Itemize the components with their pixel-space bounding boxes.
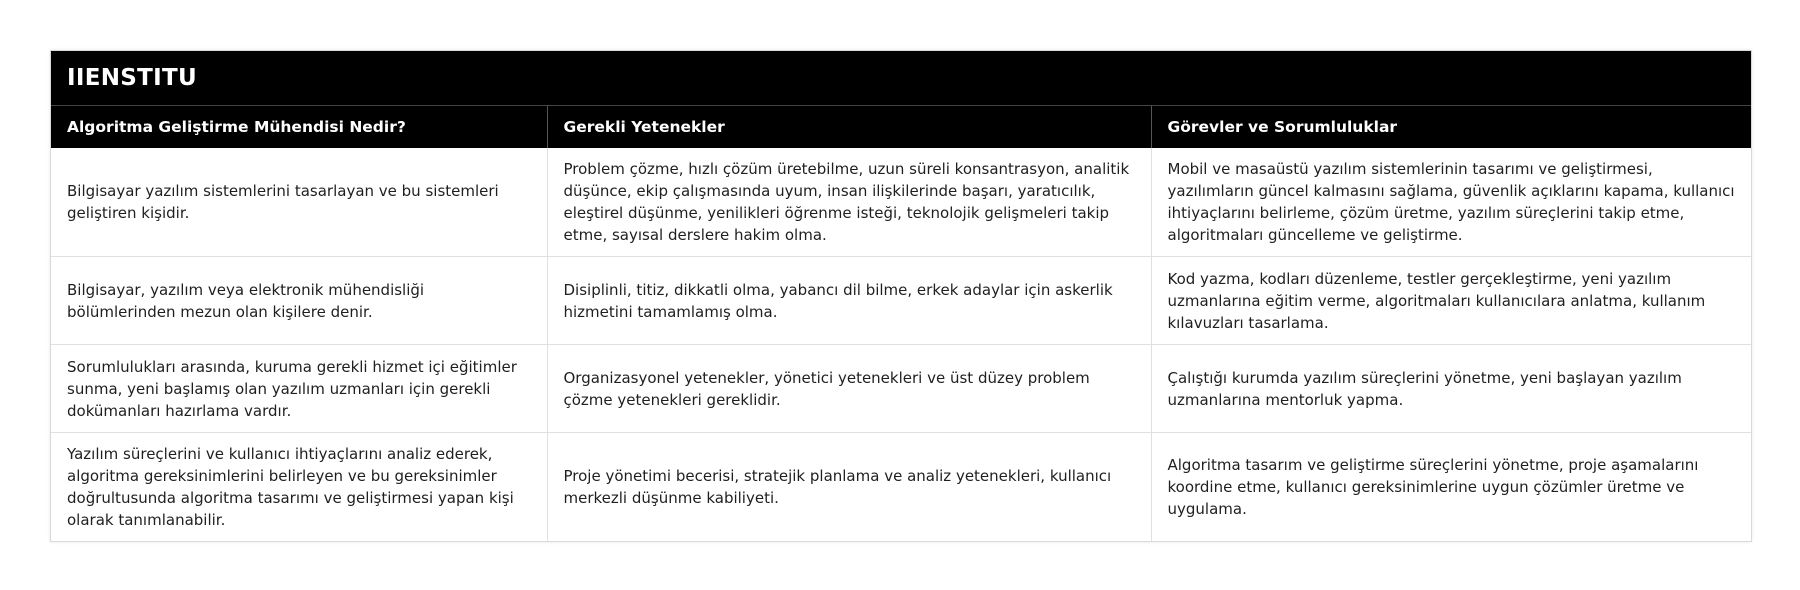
column-header-definition: Algoritma Geliştirme Mühendisi Nedir? [51,106,547,148]
table-cell-skills: Proje yönetimi becerisi, stratejik planlama ve analiz yetenekleri, kullanıcı merkezli düşünme kabiliyeti. [547,433,1151,542]
table-cell-duties: Çalıştığı kurumda yazılım süreçlerini yönetme, yeni başlayan yazılım uzmanlarına mentorluk yapma. [1151,345,1751,433]
table-cell-skills: Organizasyonel yetenekler, yönetici yetenekleri ve üst düzey problem çözme yetenekleri gereklidir. [547,345,1151,433]
table-cell-duties: Kod yazma, kodları düzenleme, testler gerçekleştirme, yeni yazılım uzmanlarına eğitim verme, algoritmaları kullanıcılara anlatma, kullanım kılavuzları tasarlama. [1151,257,1751,345]
table-row [51,345,1751,433]
info-table-card [50,50,1752,542]
table-cell-skills: Disiplinli, titiz, dikkatli olma, yabancı dil bilme, erkek adaylar için askerlik hizmetini tamamlamış olma. [547,257,1151,345]
table-cell-duties: Mobil ve masaüstü yazılım sistemlerinin tasarımı ve geliştirmesi, yazılımların güncel kalmasını sağlama, güvenlik açıklarını kapama, kullanıcı ihtiyaçlarını belirleme, çözüm üretme, yazılım süreçlerini takip etme, algoritmaları güncelleme ve geliştirme. [1151,148,1751,257]
column-header-duties: Görevler ve Sorumluluklar [1151,106,1751,148]
table-row [51,433,1751,542]
table-cell-duties: Algoritma tasarım ve geliştirme süreçlerini yönetme, proje aşamalarını koordine etme, kullanıcı gereksinimlerine uygun çözümler üretme ve uygulama. [1167,456,1699,518]
column-header-skills: Gerekli Yetenekler [547,106,1151,148]
table-row [51,257,1751,345]
table-header-row [51,106,1751,148]
table-cell-definition: Bilgisayar, yazılım veya elektronik mühendisliği bölümlerinden mezun olan kişilere denir. [51,257,547,345]
table-cell-skills: Problem çözme, hızlı çözüm üretebilme, uzun süreli konsantrasyon, analitik düşünce, ekip çalışmasında uyum, insan ilişkilerinde başarı, yaratıcılık, eleştirel düşünme, yenilikleri öğrenme isteği, teknolojik gelişmeleri takip etme, sayısal derslere hakim olma. [547,148,1151,257]
table-cell-definition: Yazılım süreçlerini ve kullanıcı ihtiyaçlarını analiz ederek, algoritma gereksinimlerini belirleyen ve bu gereksinimler doğrultusunda algoritma tasarımı ve geliştirmesi yapan kişi olarak tanımlanabilir. [51,433,547,542]
table-row [51,148,1751,257]
brand-title: IIENSTITU [51,51,1751,106]
table-cell-definition: Bilgisayar yazılım sistemlerini tasarlayan ve bu sistemleri geliştiren kişidir. [51,148,547,257]
info-table [51,106,1751,541]
table-cell-definition: Sorumlulukları arasında, kuruma gerekli hizmet içi eğitimler sunma, yeni başlamış olan yazılım uzmanları için gerekli dokümanları hazırlama vardır. [51,345,547,433]
